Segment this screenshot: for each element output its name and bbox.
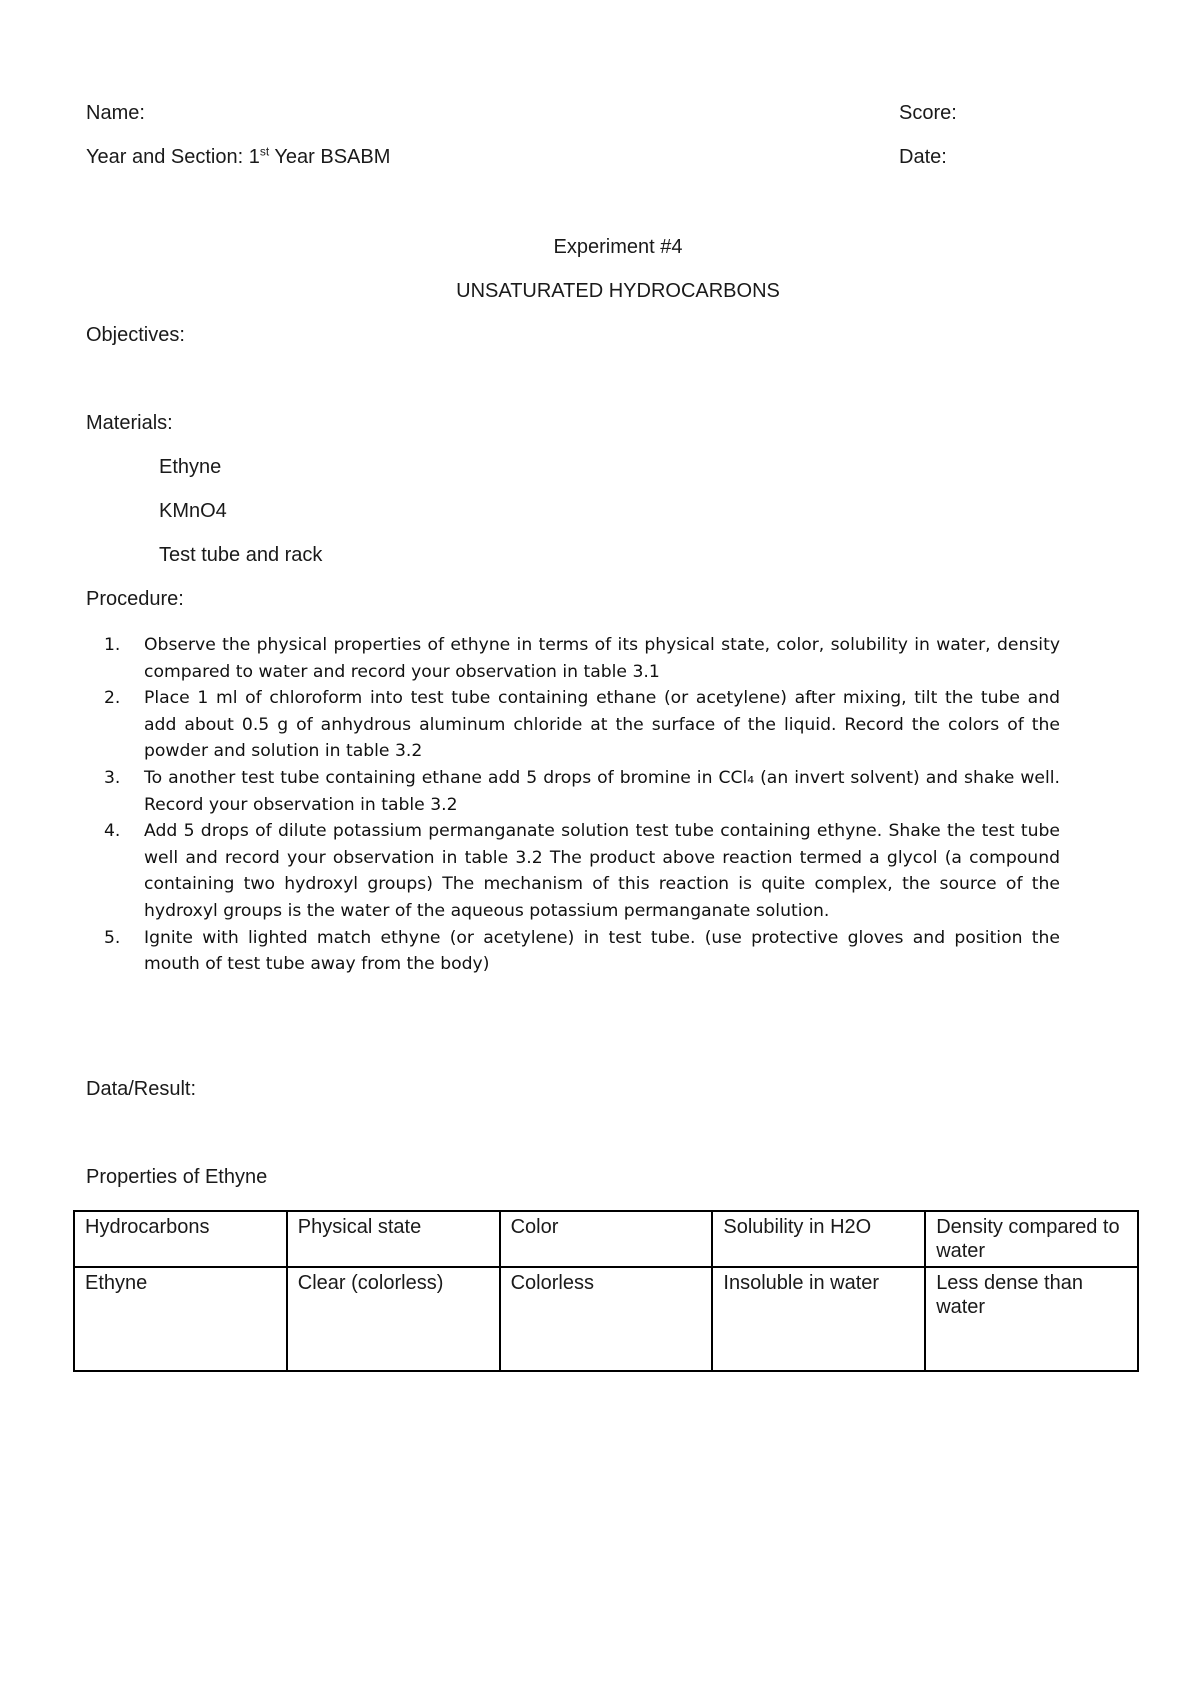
year-number: 1	[248, 146, 260, 168]
experiment-title: Experiment #4	[553, 236, 683, 258]
step-number: 4.	[104, 821, 121, 842]
step-number: 5.	[104, 927, 121, 948]
date-label: Date:	[899, 146, 947, 168]
procedure-step	[104, 685, 1060, 765]
step-text: Observe the physical properties of ethyne in terms of its physical state, color, solubility in water, density compared to water and record your observation in table 3.1	[144, 635, 1060, 682]
data-result-label: Data/Result:	[86, 1078, 197, 1100]
header-cell: Color	[500, 1211, 713, 1267]
experiment-subject: UNSATURATED HYDROCARBONS	[456, 280, 780, 302]
header-cell: Physical state	[287, 1211, 500, 1267]
table-caption: Properties of Ethyne	[86, 1166, 268, 1188]
score-label: Score:	[899, 102, 957, 124]
material-item: KMnO4	[159, 500, 227, 522]
header-cell: Solubility in H2O	[712, 1211, 925, 1267]
year-ordinal: st	[259, 144, 270, 159]
material-item: Ethyne	[159, 456, 222, 478]
procedure-label: Procedure:	[86, 588, 184, 610]
procedure-list	[104, 632, 1060, 978]
objectives-label: Objectives:	[86, 324, 185, 346]
year-section-line	[86, 146, 390, 169]
step-text: To another test tube containing ethane add 5 drops of bromine in CCl₄ (an invert solvent) and shake well. Record your observation in table 3.2	[144, 767, 1060, 815]
year-section-label: Year and Section:	[86, 146, 249, 168]
step-text: Ignite with lighted match ethyne (or acetylene) in test tube. (use protective gloves and position the mouth of test tube away from the body)	[144, 927, 1060, 975]
material-item: Test tube and rack	[159, 544, 323, 566]
step-text: Add 5 drops of dilute potassium permanganate solution test tube containing ethyne. Shake the test tube well and record your observation in table 3.2 The product above reaction termed a glycol (a compound containing two hydroxyl groups) The mechanism of this reaction is quite complex, the source of the hydroxyl groups is the water of the aqueous potassium permanganate solution.	[144, 821, 1060, 921]
materials-label: Materials:	[86, 412, 173, 434]
table-cell: Ethyne	[74, 1267, 287, 1371]
procedure-step	[104, 632, 1060, 685]
procedure-step	[104, 925, 1060, 978]
table-cell: Clear (colorless)	[287, 1267, 500, 1371]
table-header-row	[74, 1211, 1138, 1267]
name-label: Name:	[86, 102, 145, 124]
procedure-step	[104, 818, 1060, 924]
year-program: Year BSABM	[269, 146, 391, 168]
header-cell: Hydrocarbons	[74, 1211, 287, 1267]
table-cell: Colorless	[500, 1267, 713, 1371]
step-text: Place 1 ml of chloroform into test tube containing ethane (or acetylene) after mixing, tilt the tube and add about 0.5 g of anhydrous aluminum chloride at the surface of the liquid. Record the colors of the powder and solution in table 3.2	[144, 688, 1060, 762]
table-cell: Less dense than water	[925, 1267, 1138, 1371]
procedure-step	[104, 765, 1060, 818]
step-number: 2.	[104, 688, 121, 709]
table-cell: Insoluble in water	[712, 1267, 925, 1371]
properties-table	[73, 1210, 1139, 1372]
step-number: 3.	[104, 767, 121, 788]
table-row	[74, 1267, 1138, 1371]
header-cell: Density compared to water	[925, 1211, 1138, 1267]
step-number: 1.	[104, 635, 121, 655]
